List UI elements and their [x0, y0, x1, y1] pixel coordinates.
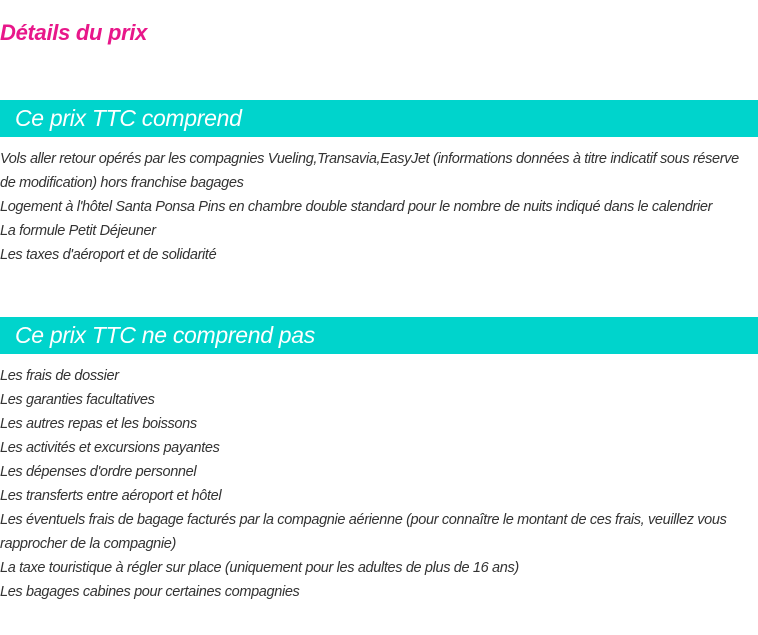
excludes-section-header — [0, 317, 758, 354]
excludes-list — [0, 364, 750, 604]
list-item: Les frais de dossier — [0, 368, 119, 384]
list-item: Logement à l'hôtel Santa Ponsa Pins en chambre double standard pour le nombre de nuits indiqué dans le calendrier — [0, 199, 713, 215]
page-title: Détails du prix — [0, 20, 148, 45]
list-item: La formule Petit Déjeuner — [0, 223, 156, 239]
list-item: Les dépenses d'ordre personnel — [0, 464, 197, 480]
list-item: Les éventuels frais de bagage facturés par la compagnie aérienne (pour connaître le montant de ces frais, veuillez vous rapprocher de la compagnie) — [0, 512, 727, 552]
includes-section-header — [0, 100, 758, 137]
list-item: Les bagages cabines pour certaines compagnies — [0, 584, 300, 600]
list-item: Vols aller retour opérés par les compagnies Vueling,Transavia,EasyJet (informations données à titre indicatif sous réserve de modification) hors franchise bagages — [0, 151, 739, 191]
list-item: Les autres repas et les boissons — [0, 416, 197, 432]
includes-list — [0, 147, 750, 267]
list-item: Les taxes d'aéroport et de solidarité — [0, 247, 217, 263]
list-item: La taxe touristique à régler sur place (uniquement pour les adultes de plus de 16 ans) — [0, 560, 519, 576]
list-item: Les transferts entre aéroport et hôtel — [0, 488, 222, 504]
list-item: Les activités et excursions payantes — [0, 440, 220, 456]
excludes-heading: Ce prix TTC ne comprend pas — [15, 322, 315, 348]
list-item: Les garanties facultatives — [0, 392, 155, 408]
includes-heading: Ce prix TTC comprend — [15, 105, 242, 131]
